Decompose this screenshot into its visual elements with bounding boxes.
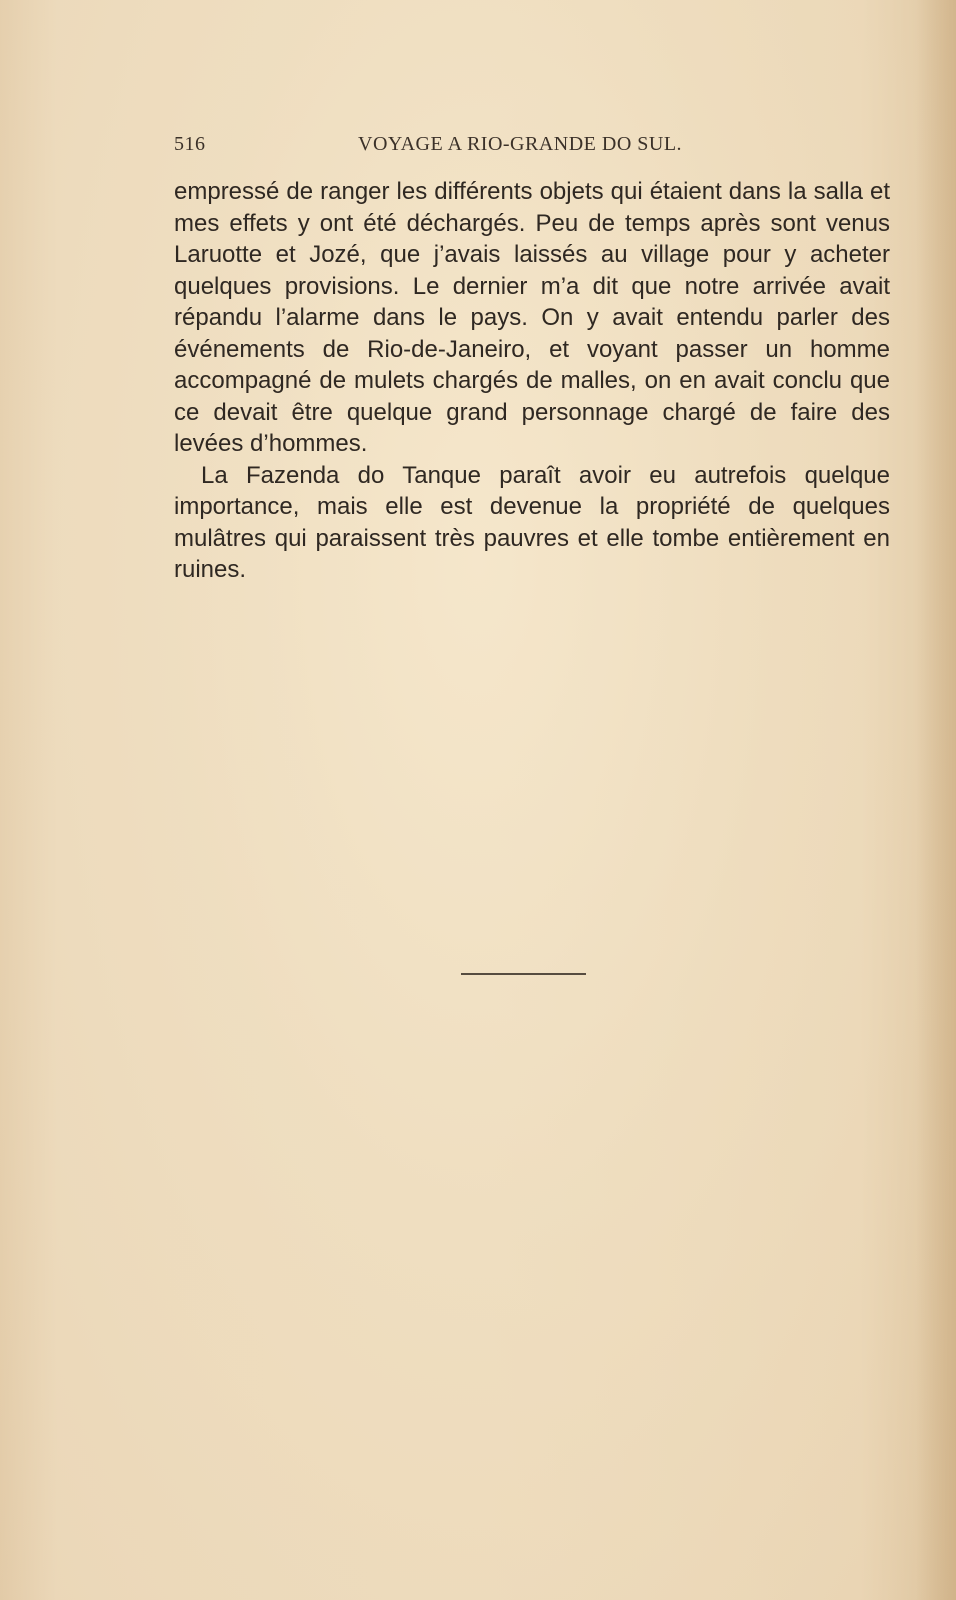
page-edge-shadow: [916, 0, 956, 1600]
body-text: [174, 176, 890, 586]
chapter-end-rule: [461, 973, 586, 975]
running-head: [174, 133, 709, 163]
paragraph-fazenda: La Fazenda do Tanque paraît avoir eu autrefois quelque importance, mais elle est devenue la propriété de quelques mulâtres qui paraissent très pauvres et elle tombe entièrement en ruines.: [174, 461, 890, 583]
running-title: VOYAGE A RIO-GRANDE DO SUL.: [358, 133, 683, 155]
paragraph-continued: empressé de ranger les différents objets qui étaient dans la salla et mes effets y ont été déchargés. Peu de temps après sont venus Laruotte et Jozé, que j’avais laissés au village pour y acheter quelques provisions. Le dernier m’a dit que notre arrivée avait répandu l’alarme dans le pays. On y avait entendu parler des événements de Rio-de-Janeiro, et voyant passer un homme accompagné de mulets chargés de malles, on en avait conclu que ce devait être quelque grand personnage chargé de faire des levées d’hommes.: [174, 178, 890, 457]
page-number: 516: [174, 133, 206, 155]
